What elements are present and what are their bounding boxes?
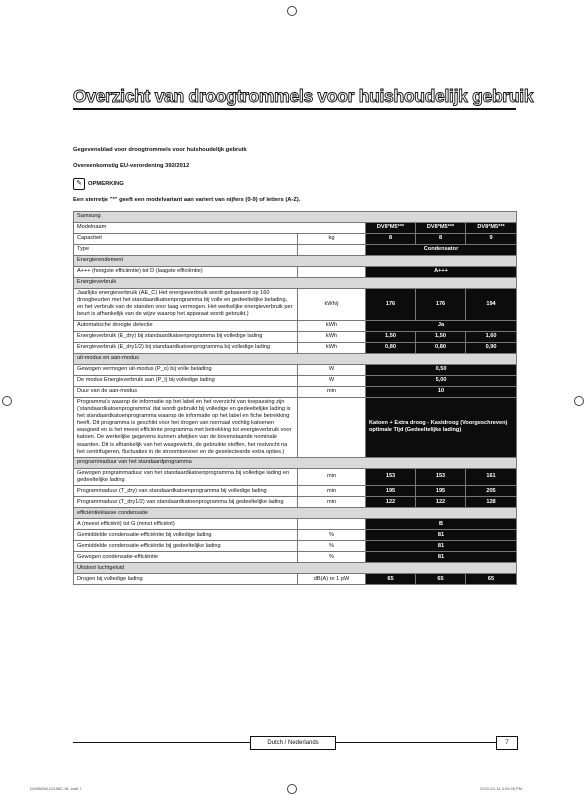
model-row — [74, 223, 517, 234]
model-name: DV8*M5*** — [366, 223, 416, 234]
brand-row — [74, 212, 517, 223]
table-row — [74, 541, 517, 552]
row-unit — [298, 267, 366, 278]
section-row — [74, 563, 517, 574]
note-label: OPMERKING — [88, 181, 124, 187]
table-row — [74, 320, 517, 331]
table-row — [74, 397, 517, 457]
row-value: 176 — [416, 289, 466, 321]
crop-mark-left — [2, 396, 12, 406]
section-row — [74, 353, 517, 364]
row-label: Gewogen vermogen uit-modus (P_o) bij volle belading — [74, 364, 298, 375]
page-title: Overzicht van droogtrommels voor huishoudelijk gebruik — [73, 86, 534, 106]
row-value: 8 — [366, 234, 416, 245]
section-header: Energierendement — [74, 256, 517, 267]
row-value: 81 — [366, 541, 517, 552]
print-slug-right: 2019-03-14 3:09:28 PM — [480, 786, 523, 791]
row-value: 81 — [366, 530, 517, 541]
row-label: Energieverbruik (E_dry1/2) bij standaardkatoenprogramma bij volledige lading — [74, 342, 298, 353]
title-rule-top — [73, 108, 516, 110]
table-row — [74, 468, 517, 485]
row-label: Gewogen programmaduur van het standaardkatoenprogramma bij volledige lading en gedeeltelijke lading — [74, 468, 298, 485]
row-value: 0,90 — [466, 342, 517, 353]
row-unit: % — [298, 541, 366, 552]
row-label: De modus Energieverbruik aan (P_l) bij volledige lading — [74, 375, 298, 386]
section-header: uit-modus en aan-modus — [74, 353, 517, 364]
table-row — [74, 552, 517, 563]
row-label: Programmaduur (T_dry) van standaardkatoenprogramma bij volledige lading — [74, 486, 298, 497]
section-header: efficiëntieklasse condensatie — [74, 508, 517, 519]
section-row — [74, 256, 517, 267]
row-value: 153 — [366, 468, 416, 485]
section-header: programmaduur van het standaardprogramma — [74, 457, 517, 468]
row-value: 81 — [366, 552, 517, 563]
row-value: 128 — [466, 497, 517, 508]
row-unit: % — [298, 552, 366, 563]
row-unit: dB(A) re 1 pW — [298, 574, 366, 585]
section-header: Uitstoot luchtgeluid — [74, 563, 517, 574]
intro-line-2: Overeenkomstig EU-verordening 392/2012 — [73, 163, 190, 169]
row-value: 65 — [466, 574, 517, 585]
intro-line-1: Gegevensblad voor droogtrommels voor huishoudelijk gebruik — [73, 147, 247, 153]
row-value: 0,80 — [366, 342, 416, 353]
row-value: 10 — [366, 386, 517, 397]
row-value: 1,60 — [466, 331, 517, 342]
brand-cell: Samsung — [74, 212, 517, 223]
row-value: 8 — [416, 234, 466, 245]
section-row — [74, 457, 517, 468]
row-value: 153 — [416, 468, 466, 485]
page-number: 7 — [496, 736, 518, 750]
row-value: 5,00 — [366, 375, 517, 386]
row-label: Jaarlijks energieverbruik (AE_C) Het energieverbruik wordt gebaseerd op 160 droogbeurten met het standaardkatoenprogramma bij volle en gedeeltelijke belading, en het verbruik van de standen voor laag vermogen. Het werkelijke energieverbruik per beurt is afhankelijk van de wijze waarop het apparaat wordt gebruikt.) — [74, 289, 298, 321]
crop-mark-right — [574, 396, 584, 406]
row-value: 65 — [416, 574, 466, 585]
row-unit: min — [298, 468, 366, 485]
note-icon: ✎ — [73, 178, 85, 190]
row-label: Gemiddelde condensatie-efficiëntie bij gedeeltelijke lading — [74, 541, 298, 552]
table-row — [74, 289, 517, 321]
row-unit — [298, 245, 366, 256]
row-value: 122 — [416, 497, 466, 508]
row-unit: kWh — [298, 320, 366, 331]
row-unit: kWh/j — [298, 289, 366, 321]
row-label: Capaciteit — [74, 234, 298, 245]
crop-mark-bottom — [287, 784, 297, 794]
row-label: Energieverbruik (E_dry) bij standaardkatoenprogramma bij volledige lading — [74, 331, 298, 342]
row-unit: W — [298, 375, 366, 386]
row-value: 161 — [466, 468, 517, 485]
row-label: Drogen bij volledige lading — [74, 574, 298, 585]
row-value: 0,50 — [366, 364, 517, 375]
row-value: B — [366, 519, 517, 530]
row-value: 194 — [466, 289, 517, 321]
row-label: Programmaduur (T_dry1/2) van standaardkatoenprogramma bij gedeeltelijke lading — [74, 497, 298, 508]
row-value: Condensator — [366, 245, 517, 256]
table-row — [74, 497, 517, 508]
model-name: DV8*M5*** — [466, 223, 517, 234]
table-row — [74, 574, 517, 585]
row-label: Gemiddelde condensatie-efficiëntie bij volledige lading — [74, 530, 298, 541]
table-row — [74, 519, 517, 530]
table-row — [74, 530, 517, 541]
row-label: A (meest efficiënt) tot G (minst efficiënt) — [74, 519, 298, 530]
row-value: 65 — [366, 574, 416, 585]
crop-mark-top — [287, 6, 297, 16]
row-label: Automatische droogte detectie — [74, 320, 298, 331]
row-value: 0,80 — [416, 342, 466, 353]
table-row — [74, 386, 517, 397]
row-unit: min — [298, 386, 366, 397]
row-label: Programma's waarop de informatie op het label en het overzicht van toepassing zijn ('standaardkatoenprogramma' dat wordt gebruikt bij volledige en gedeeltelijke lading is het standaardkatoenprogramma waarop de informatie op het label en fiche betrekking heeft. Dit programma is geschikt voor het drogen van normaal vochtig katoenen wasgoed en is het meest efficiënte programma met betrekking tot energieverbruik voor katoen. De werkelijke gegevens kunnen afwijken van de bovenstaande nominale waarden. Dit is afhankelijk van het wasgewicht, de gebruikte stoffen, het restvocht na het centrifugeren, fluctuaties in de stroomtoevoer en de geselecteerde extra opties.) — [74, 397, 298, 457]
table-row — [74, 245, 517, 256]
table-row — [74, 342, 517, 353]
row-value: 205 — [466, 486, 517, 497]
row-value: 122 — [366, 497, 416, 508]
section-row — [74, 278, 517, 289]
section-row — [74, 508, 517, 519]
table-row — [74, 364, 517, 375]
row-unit: min — [298, 497, 366, 508]
row-value: 195 — [416, 486, 466, 497]
spec-table — [73, 211, 517, 585]
row-unit: % — [298, 530, 366, 541]
intro-line-3: Een sterretje "*" geeft een modelvariant aan variert van nijfers (0-9) of letters (A-Z). — [73, 197, 301, 203]
footer-language: Dutch / Nederlands — [250, 736, 336, 750]
row-unit: min — [298, 486, 366, 497]
row-label: Duur van de aan-modus — [74, 386, 298, 397]
section-header: Energieverbruik — [74, 278, 517, 289]
row-value: 1,50 — [366, 331, 416, 342]
table-row — [74, 375, 517, 386]
row-value: 195 — [366, 486, 416, 497]
row-value: A+++ — [366, 267, 517, 278]
row-unit: W — [298, 364, 366, 375]
print-slug-left: DV8500M-02198C-NL.indd 7 — [30, 786, 82, 791]
row-value: Katoen + Extra droog - Kastdroog (Voorgeschreven) optimale Tijd (Gedeeltelijke lading) — [366, 397, 517, 457]
row-value: Ja — [366, 320, 517, 331]
row-value: 176 — [366, 289, 416, 321]
table-row — [74, 331, 517, 342]
model-name: DV8*M5*** — [416, 223, 466, 234]
model-label: Modelnaam — [74, 223, 366, 234]
row-unit: kWh — [298, 331, 366, 342]
row-value: 9 — [466, 234, 517, 245]
table-row — [74, 234, 517, 245]
row-unit: kWh — [298, 342, 366, 353]
row-unit: kg — [298, 234, 366, 245]
table-row — [74, 267, 517, 278]
row-unit — [298, 397, 366, 457]
row-unit — [298, 519, 366, 530]
table-row — [74, 486, 517, 497]
row-label: Gewogen condensatie-efficiëntie — [74, 552, 298, 563]
row-label: Type — [74, 245, 298, 256]
row-value: 1,50 — [416, 331, 466, 342]
row-label: A+++ (hoogste efficiëntie) tot D (laagste efficiëntie) — [74, 267, 298, 278]
